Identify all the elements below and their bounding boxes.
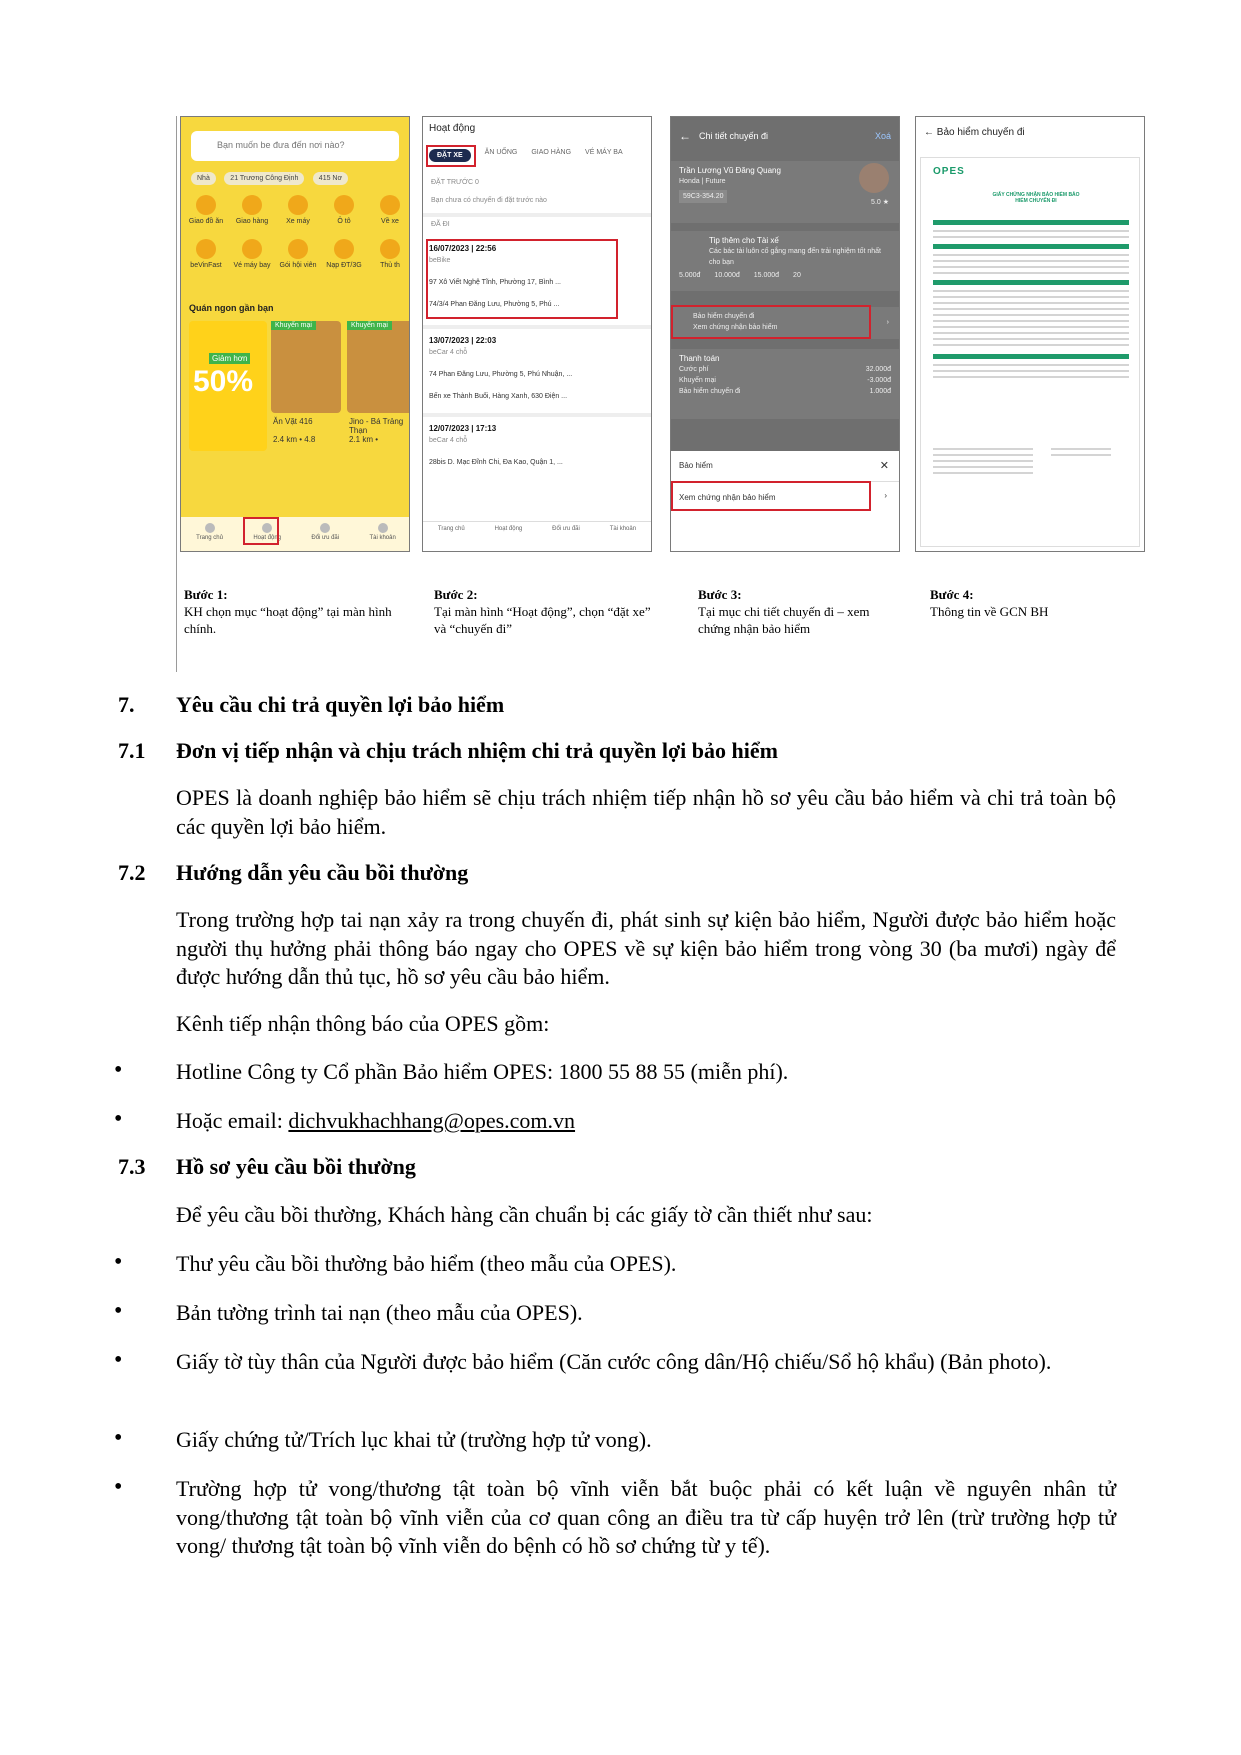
tab-ride[interactable]: ĐẶT XE xyxy=(429,149,471,162)
shop-meta: 2.1 km • xyxy=(349,435,379,444)
text-line xyxy=(933,376,1129,378)
section-band xyxy=(933,354,1129,359)
service-label: Nạp ĐT/3G xyxy=(326,262,362,269)
caption-step: Bước 1: xyxy=(184,587,228,602)
chip-home[interactable]: Nhà xyxy=(191,172,216,185)
text-line xyxy=(933,472,1033,474)
services-row-2 xyxy=(187,239,409,269)
insurance-certificate xyxy=(920,157,1140,547)
section-heading: Đơn vị tiếp nhận và chịu trách nhiệm chi trả quyền lợi bảo hiểm xyxy=(176,738,778,763)
service-item[interactable] xyxy=(325,239,363,269)
service-label: beVinFast xyxy=(190,262,222,269)
service-item[interactable] xyxy=(187,195,225,225)
insurance-label: Bảo hiểm chuyến đi xyxy=(693,313,755,320)
service-label: Giao hàng xyxy=(235,218,269,225)
text-line xyxy=(933,230,1129,232)
shop-name: Jino - Bá Trảng Thạn xyxy=(349,417,404,435)
more-icon xyxy=(380,239,400,259)
insurance-sublabel: Xem chứng nhận bảo hiểm xyxy=(693,324,778,331)
saved-places xyxy=(191,167,410,185)
trip-service: beCar 4 chỗ xyxy=(429,437,468,444)
text-line xyxy=(1051,454,1111,456)
trip-date: 16/07/2023 | 22:56 xyxy=(429,244,497,253)
nav-label: Hoạt động xyxy=(253,535,282,541)
caption-step-3 xyxy=(698,586,898,637)
back-arrow-icon[interactable]: ← xyxy=(679,129,691,143)
service-label: Xe máy xyxy=(286,218,310,225)
nav-label: Trang chủ xyxy=(196,535,223,541)
email-link[interactable]: dichvukhachhang@opes.com.vn xyxy=(288,1108,576,1133)
text-line xyxy=(1051,448,1111,450)
text-line xyxy=(933,302,1129,304)
promo-label: Khuyến mại xyxy=(679,377,716,384)
ticket-icon xyxy=(380,195,400,215)
shop-meta: 2.4 km • 4.8 xyxy=(273,435,316,444)
text-line xyxy=(933,326,1129,328)
text-line xyxy=(933,308,1129,310)
bullet: • xyxy=(114,1298,123,1324)
nav-rewards[interactable] xyxy=(311,523,339,551)
shop-card[interactable] xyxy=(271,321,341,413)
bullet: • xyxy=(114,1425,123,1451)
nav-home[interactable]: Trang chủ xyxy=(437,526,465,532)
text-line xyxy=(933,236,1129,238)
screen-header xyxy=(671,117,899,157)
service-label: Gói hội viên xyxy=(279,262,317,269)
tip-description: Các bác tài luôn cố gắng mang đến trải nghiệm tốt nhất cho bạn xyxy=(709,248,881,266)
caption-step: Bước 2: xyxy=(434,587,478,602)
search-input[interactable]: Bạn muốn be đưa đến nơi nào? xyxy=(191,131,399,161)
screen-title: Hoạt động xyxy=(429,123,476,134)
promo-row xyxy=(679,375,891,386)
opes-logo: OPES xyxy=(933,166,965,177)
count-badge: 0 xyxy=(475,179,479,186)
text-line xyxy=(933,290,1129,292)
tip-option[interactable]: 20 xyxy=(793,272,801,279)
bullet: • xyxy=(114,1474,123,1500)
fee-value: 32.000đ xyxy=(865,366,891,373)
home-icon xyxy=(205,523,215,533)
motorbike-icon xyxy=(288,195,308,215)
tip-option[interactable]: 10.000đ xyxy=(714,272,740,279)
highlight-box xyxy=(426,145,476,167)
trip-item[interactable] xyxy=(429,423,643,468)
service-label: Ô tô xyxy=(337,218,351,225)
trip-from: 28bis D. Mạc Đĩnh Chi, Đa Kao, Quận 1, ... xyxy=(429,459,563,466)
trip-date: 12/07/2023 | 17:13 xyxy=(429,424,497,433)
tab-flight[interactable]: VÉ MÁY BA xyxy=(585,149,623,156)
divider xyxy=(423,325,651,329)
bottom-sheet xyxy=(671,451,899,551)
driver-rating: 5.0 ★ xyxy=(871,199,889,206)
caption-text: KH chọn mục “hoạt động” tại màn hình chính. xyxy=(184,604,392,636)
service-label: Vé máy bay xyxy=(233,262,271,269)
caption-step: Bước 3: xyxy=(698,587,742,602)
trip-date: 13/07/2023 | 22:03 xyxy=(429,336,497,345)
highlight-box xyxy=(243,517,282,545)
membership-icon xyxy=(288,239,308,259)
paragraph: Để yêu cầu bồi thường, Khách hàng cần chuẩn bị các giấy tờ cần thiết như sau: xyxy=(176,1202,873,1227)
avatar xyxy=(859,163,889,193)
section-heading: Hồ sơ yêu cầu bồi thường xyxy=(176,1154,416,1179)
highlight-box xyxy=(671,481,871,511)
screenshot-certificate xyxy=(915,116,1145,552)
shop-name: Ăn Vặt 416 xyxy=(273,417,313,426)
driver-name: Trần Lương Vũ Đăng Quang xyxy=(679,166,781,175)
section-band xyxy=(933,244,1129,249)
promo-value: 50% xyxy=(193,365,254,398)
driver-card xyxy=(671,161,899,223)
gift-icon xyxy=(320,523,330,533)
screen-header xyxy=(924,127,1025,138)
highlight-box xyxy=(426,239,618,319)
section-number: 7.1 xyxy=(118,738,146,763)
tip-option[interactable]: 15.000đ xyxy=(753,272,780,279)
bullet: • xyxy=(114,1057,123,1083)
tab-food[interactable]: ĂN UỐNG xyxy=(484,149,518,156)
caption-step-1 xyxy=(184,586,394,637)
sheet-title: Bảo hiểm xyxy=(679,461,713,470)
nav-home[interactable] xyxy=(196,523,223,551)
section-number: 7. xyxy=(118,692,135,717)
nav-rewards[interactable]: Đổi ưu đãi xyxy=(552,526,580,532)
back-arrow-icon[interactable]: ← xyxy=(924,127,937,138)
services-row-1 xyxy=(187,195,409,225)
tab-delivery[interactable]: GIAO HÀNG xyxy=(531,149,572,156)
section-band xyxy=(933,220,1129,225)
list-item: Bản tường trình tai nạn (theo mẫu của OPES). xyxy=(176,1300,583,1325)
paragraph: Kênh tiếp nhận thông báo của OPES gồm: xyxy=(176,1011,550,1036)
trip-from: 97 Xô Viết Nghệ Tĩnh, Phường 17, Bình ... xyxy=(429,279,561,286)
paragraph: Trong trường hợp tai nạn xảy ra trong chuyến đi, phát sinh sự kiện bảo hiểm, Người được bảo hiểm hoặc người thụ hưởng phải thông báo ngay cho OPES về sự kiện bảo hiểm trong vòng 30 (ba mươi) ngày để được hướng dẫn thủ tục, hồ sơ yêu cầu bảo hiểm. xyxy=(176,907,1116,989)
screen-title: Bảo hiểm chuyến đi xyxy=(936,127,1025,138)
text-line xyxy=(933,314,1129,316)
trip-service: beCar 4 chỗ xyxy=(429,349,468,356)
service-item[interactable] xyxy=(371,195,409,225)
screenshot-activity xyxy=(422,116,652,552)
trip-to: 74/3/4 Phan Đăng Lưu, Phường 5, Phú ... xyxy=(429,301,560,308)
screen-title: Chi tiết chuyến đi xyxy=(699,131,769,141)
car-icon xyxy=(334,195,354,215)
list-item-email xyxy=(176,1107,1116,1136)
nav-label: Tài khoản xyxy=(369,535,396,541)
bottom-nav xyxy=(423,521,651,551)
insurance-fee-row xyxy=(679,386,891,397)
screenshot-strip xyxy=(176,116,1146,676)
nav-activity[interactable]: Hoạt động xyxy=(494,526,523,532)
paragraph: OPES là doanh nghiệp bảo hiểm sẽ chịu trách nhiệm tiếp nhận hồ sơ yêu cầu bảo hiểm và chi trả toàn bộ các quyền lợi bảo hiểm. xyxy=(176,785,1116,839)
chip-address-2[interactable]: 415 Nơ xyxy=(313,172,348,185)
nav-account[interactable]: Tài khoản xyxy=(609,526,637,532)
nav-label: Đổi ưu đãi xyxy=(311,535,340,541)
tip-card xyxy=(671,231,899,291)
chevron-right-icon: › xyxy=(884,491,887,500)
nav-account[interactable] xyxy=(369,523,395,551)
text-line xyxy=(933,332,1129,334)
service-item[interactable] xyxy=(325,195,363,225)
text-line xyxy=(933,266,1129,268)
screenshot-trip-detail xyxy=(670,116,900,552)
trip-to: Bến xe Thành Buổi, Hàng Xanh, 630 Điện ... xyxy=(429,393,568,400)
promo-banner[interactable] xyxy=(189,321,267,451)
highlight-box xyxy=(671,305,871,339)
text-line xyxy=(933,370,1129,372)
service-item[interactable] xyxy=(279,195,317,225)
text-line xyxy=(933,364,1129,366)
promo-value: -3.000đ xyxy=(867,377,891,384)
text-line xyxy=(933,272,1129,274)
trip-service: beBike xyxy=(429,257,451,264)
payment-title: Thanh toán xyxy=(679,354,720,363)
bullet: • xyxy=(114,1249,123,1275)
text-line xyxy=(933,454,1033,456)
section-booked xyxy=(431,179,479,186)
caption-step: Bước 4: xyxy=(930,587,974,602)
certificate-title: GIẤY CHỨNG NHẬN BẢO HIỂM BẢO HIỂM CHUYẾN ĐI xyxy=(992,192,1080,204)
caption-text: Tại màn hình “Hoạt động”, chọn “đặt xe” và “chuyến đi” xyxy=(434,604,651,636)
text-line xyxy=(933,344,1129,346)
topup-icon xyxy=(334,239,354,259)
chip-address[interactable]: 21 Trương Công Định xyxy=(224,172,304,185)
caption-text: Thông tin về GCN BH xyxy=(930,604,1049,619)
service-label: Thủ th xyxy=(380,262,400,269)
promo-label: Giảm hơn xyxy=(209,353,250,364)
bottom-nav xyxy=(181,517,410,551)
service-label: Về xe xyxy=(381,218,399,225)
service-item[interactable] xyxy=(371,239,409,269)
list-item: Thư yêu cầu bồi thường bảo hiểm (theo mẫu của OPES). xyxy=(176,1251,677,1276)
caption-step-4 xyxy=(930,586,1130,620)
list-item: Giấy tờ tùy thân của Người được bảo hiểm (Căn cước công dân/Hộ chiếu/Sổ hộ khẩu) (Bản photo). xyxy=(176,1349,1052,1374)
divider xyxy=(423,413,651,417)
caption-step-2 xyxy=(434,586,654,637)
divider xyxy=(423,213,651,217)
insurance-fee-label: Bảo hiểm chuyến đi xyxy=(679,388,741,395)
section-label: ĐẶT TRƯỚC xyxy=(431,179,474,186)
user-icon xyxy=(378,523,388,533)
section-heading: Hướng dẫn yêu cầu bồi thường xyxy=(176,860,469,885)
text-line xyxy=(933,466,1033,468)
fee-row xyxy=(679,364,891,375)
caption-text: Tại mục chi tiết chuyến đi – xem chứng nhận bảo hiểm xyxy=(698,604,870,636)
text-line xyxy=(933,260,1129,262)
text-line xyxy=(933,338,1129,340)
service-item[interactable] xyxy=(233,195,271,225)
service-item[interactable] xyxy=(279,239,317,269)
close-button[interactable]: Xoá xyxy=(874,131,891,141)
vinfast-icon xyxy=(196,239,216,259)
text-line xyxy=(933,460,1033,462)
text-line xyxy=(933,320,1129,322)
section-heading: Yêu cầu chi trả quyền lợi bảo hiểm xyxy=(176,692,505,717)
fee-label: Cước phí xyxy=(679,366,709,373)
service-item[interactable] xyxy=(187,239,225,269)
food-icon xyxy=(196,195,216,215)
chevron-right-icon: › xyxy=(886,319,889,326)
section-band xyxy=(933,280,1129,285)
tip-options xyxy=(679,270,891,281)
email-prefix: Hoặc email: xyxy=(176,1108,289,1133)
list-item: Giấy chứng tử/Trích lục khai tử (trường hợp tử vong). xyxy=(176,1427,652,1452)
empty-text: Bạn chưa có chuyến đi đặt trước nào xyxy=(431,197,547,204)
delivery-icon xyxy=(242,195,262,215)
payment-card xyxy=(671,349,899,419)
text-line xyxy=(933,254,1129,256)
trip-from: 74 Phan Đăng Lưu, Phường 5, Phú Nhuận, ... xyxy=(429,371,573,378)
promo-tag: Khuyến mại xyxy=(271,321,316,330)
list-item: Trường hợp tử vong/thương tật toàn bộ vĩnh viễn bắt buộc phải có kết luận về nguyên nhân tử vong/thương tật toàn bộ vĩnh viễn của cơ quan công an điều tra từ cấp huyện trở lên (trừ trường hợp tử vong/ thương tật toàn bộ vĩnh viễn do bệnh có hồ sơ chứng từ y tế). xyxy=(176,1476,1116,1558)
sheet-item[interactable]: Xem chứng nhận bảo hiểm xyxy=(679,493,776,502)
shop-card[interactable] xyxy=(347,321,410,413)
list-item-hotline: Hotline Công ty Cổ phần Bảo hiểm OPES: 1800 55 88 55 (miễn phí). xyxy=(176,1059,789,1084)
close-icon[interactable]: ✕ xyxy=(879,460,889,472)
promo-tag: Khuyến mại xyxy=(347,321,392,330)
tip-option[interactable]: 5.000đ xyxy=(679,272,701,279)
text-line xyxy=(933,296,1129,298)
tip-title: Tip thêm cho Tài xế xyxy=(709,236,779,245)
text-line xyxy=(933,448,1033,450)
screenshot-home xyxy=(180,116,410,552)
vehicle-info: Honda | Future xyxy=(679,178,726,185)
bullet: • xyxy=(114,1347,123,1373)
service-item[interactable] xyxy=(233,239,271,269)
section-title: Quán ngon gần bạn xyxy=(189,303,274,313)
section-number: 7.2 xyxy=(118,860,146,885)
plane-icon xyxy=(242,239,262,259)
section-number: 7.3 xyxy=(118,1154,146,1179)
insurance-fee-value: 1.000đ xyxy=(869,388,891,395)
trip-item[interactable] xyxy=(429,335,643,402)
bullet: • xyxy=(114,1106,123,1132)
plate-number: 59C3-354.20 xyxy=(679,190,727,203)
section-done: ĐÃ ĐI xyxy=(431,221,450,228)
service-label: Giao đồ ăn xyxy=(188,218,224,225)
